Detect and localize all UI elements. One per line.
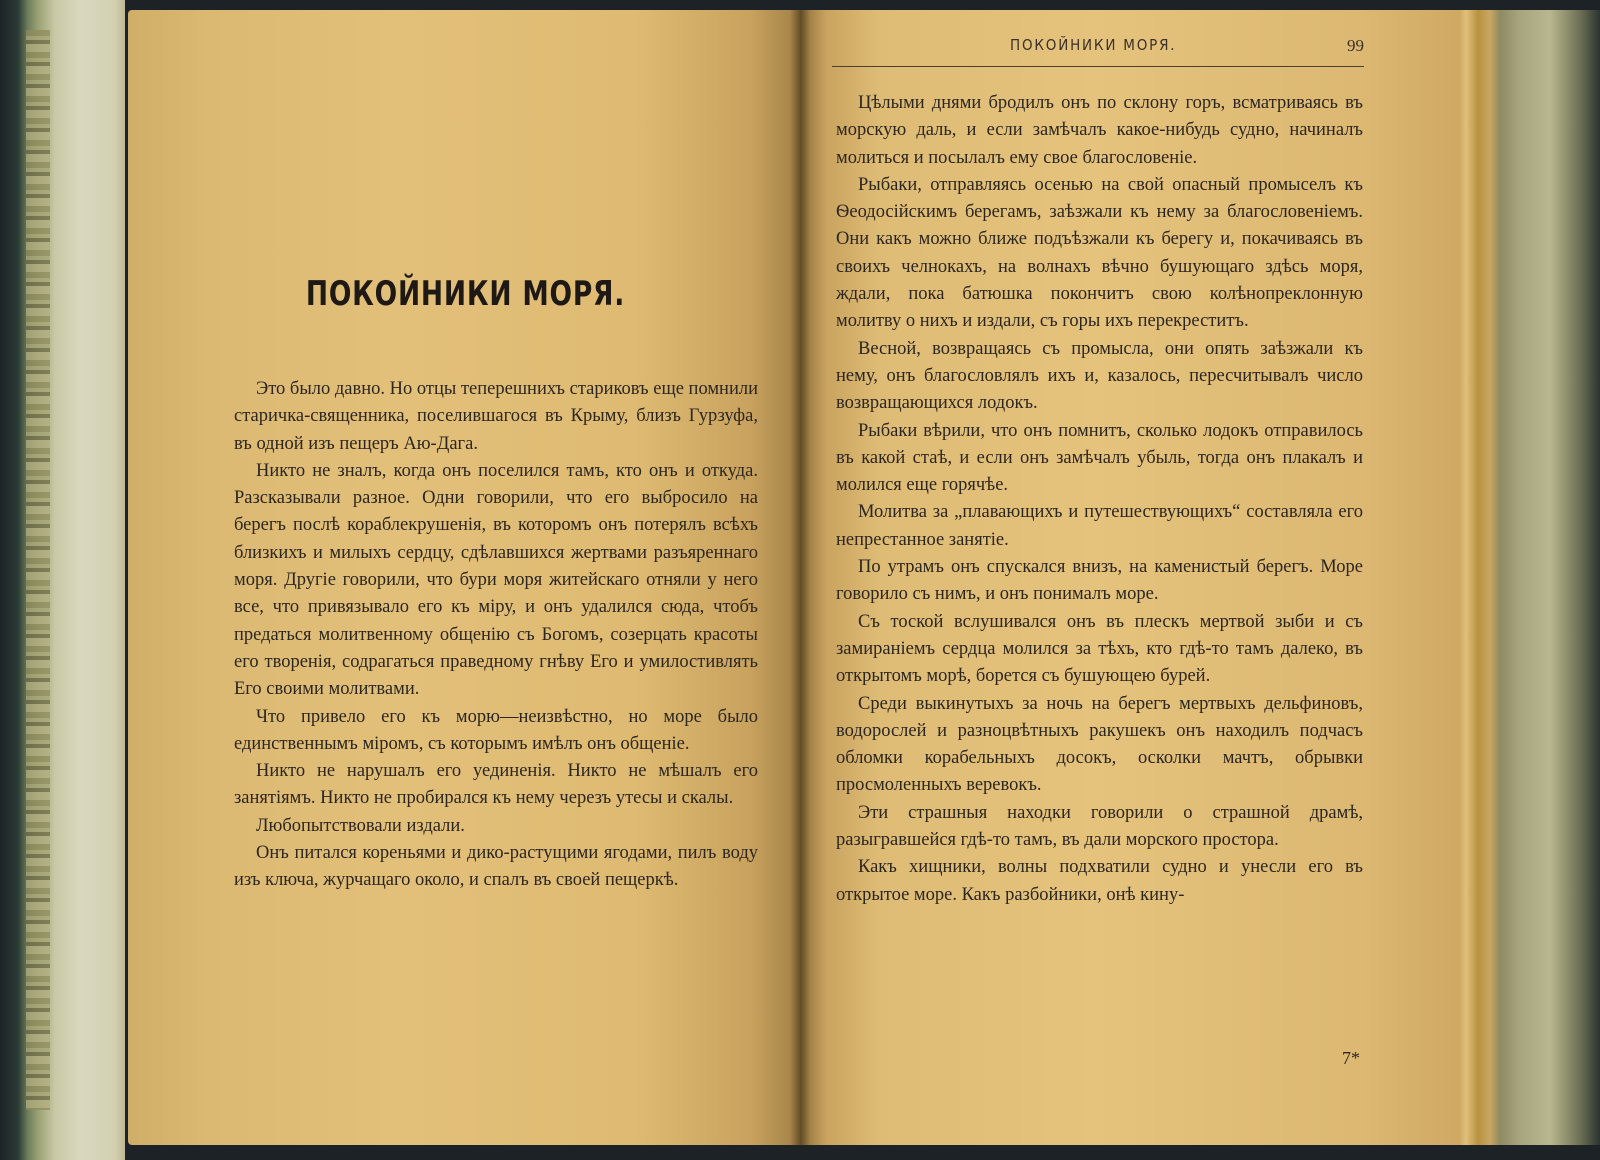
paragraph: Молитва за „плавающихъ и путешествующихъ“ составляла его непрестанное занятіе. — [836, 502, 1363, 550]
signature-mark: 7* — [1342, 1048, 1360, 1068]
running-head: ПОКОЙНИКИ МОРЯ. — [1010, 36, 1177, 54]
paragraph: Эти страшныя находки говорили о страшной драмѣ, разыгравшейся гдѣ-то тамъ, въ дали морского простора. — [836, 802, 1363, 851]
page-number: 99 — [1347, 36, 1364, 55]
book-gutter — [790, 10, 810, 1145]
header-rule — [832, 66, 1364, 67]
paragraph: Никто не нарушалъ его уединенія. Никто не мѣшалъ его занятіямъ. Никто не пробирался къ нему черезъ утесы и скалы. — [234, 761, 758, 809]
paragraph: Среди выкинутыхъ за ночь на берегъ мертвыхъ дельфиновъ, водорослей и разноцвѣтныхъ ракушекъ онъ находилъ подчасъ обломки корабельныхъ досокъ, осколки мачтъ, обрывки просмоленныхъ веревокъ. — [836, 693, 1363, 796]
paragraph: По утрамъ онъ спускался внизъ, на каменистый берегъ. Море говорило съ нимъ, и онъ понималъ море. — [836, 557, 1363, 605]
cover-ornament — [26, 30, 50, 1110]
paragraph: Что привело его къ морю—неизвѣстно, но море было единственнымъ міромъ, съ которымъ имѣлъ онъ общеніе. — [234, 706, 758, 754]
paragraph: Это было давно. Но отцы теперешнихъ стариковъ еще помнили старичка-священника, поселившагося въ Крыму, близъ Гурзуфа, въ одной изъ пещеръ Аю-Дага. — [234, 379, 758, 454]
right-page — [800, 10, 1460, 1145]
paragraph: Никто не зналъ, когда онъ поселился тамъ, кто онъ и откуда. Разсказывали разное. Одни говорили, что его выбросило на берегъ послѣ кораблекрушенія, въ которомъ онъ потерялъ всѣхъ близкихъ и милыхъ сердцу, сдѣлавшихся жертвами разъяреннаго моря. Другіе говорили, что бури моря житейскаго отняли у него все, что привязывало его къ міру, и онъ удалился сюда, чтобъ предаться молитвенному общенію съ Богомъ, созерцать красоты его творенія, содрагаться праведному гнѣву Его и умилостивлять Его своими молитвами. — [234, 460, 758, 700]
paragraph: Съ тоской вслушивался онъ въ плескъ мертвой зыби и съ замираніемъ сердца молился за тѣхъ, кто гдѣ-то тамъ далеко, въ открытомъ морѣ, борется съ бушующею бурей. — [836, 611, 1363, 687]
paragraph: Любопытствовали издали. — [256, 815, 465, 836]
paragraph: Весной, возвращаясь съ промысла, они опять заѣзжали къ нему, онъ благословлялъ ихъ и, казалось, пересчитывалъ число возвращающихся лодокъ. — [836, 338, 1363, 414]
chapter-title: ПОКОЙНИКИ МОРЯ. — [305, 274, 626, 314]
book-cover-left — [0, 0, 125, 1160]
paragraph: Цѣлыми днями бродилъ онъ по склону горъ, всматриваясь въ морскую даль, и если замѣчалъ какое-нибудь судно, начиналъ молиться и посылалъ ему свое благословеніе. — [836, 93, 1363, 168]
paragraph: Рыбаки, отправляясь осенью на свой опасный промыселъ къ Ѳеодосійскимъ берегамъ, заѣзжали къ нему за благословеніемъ. Они какъ можно ближе подъѣзжали къ берегу и, покачиваясь въ своихъ челнокахъ, на волнахъ вѣчно бушующаго здѣсь моря, ждали, пока батюшка покончитъ свою колѣнопреклонную молитву о нихъ и издали, съ горы ихъ перекреститъ. — [836, 174, 1363, 332]
left-page-text — [234, 376, 758, 895]
paragraph: Какъ хищники, волны подхватили судно и унесли его въ открытое море. Какъ разбойники, онѣ кину- — [836, 857, 1363, 905]
right-page-text — [836, 90, 1363, 909]
page-edges-right — [1440, 10, 1600, 1145]
left-page — [128, 10, 803, 1145]
paragraph: Онъ питался кореньями и дико-растущими ягодами, пилъ воду изъ ключа, журчащаго около, и спалъ въ своей пещеркѣ. — [234, 843, 758, 891]
paragraph: Рыбаки вѣрили, что онъ помнитъ, сколько лодокъ отправилось въ какой стаѣ, и если онъ замѣчалъ убыль, тогда онъ плакалъ и молился еще горячѣе. — [836, 420, 1363, 496]
